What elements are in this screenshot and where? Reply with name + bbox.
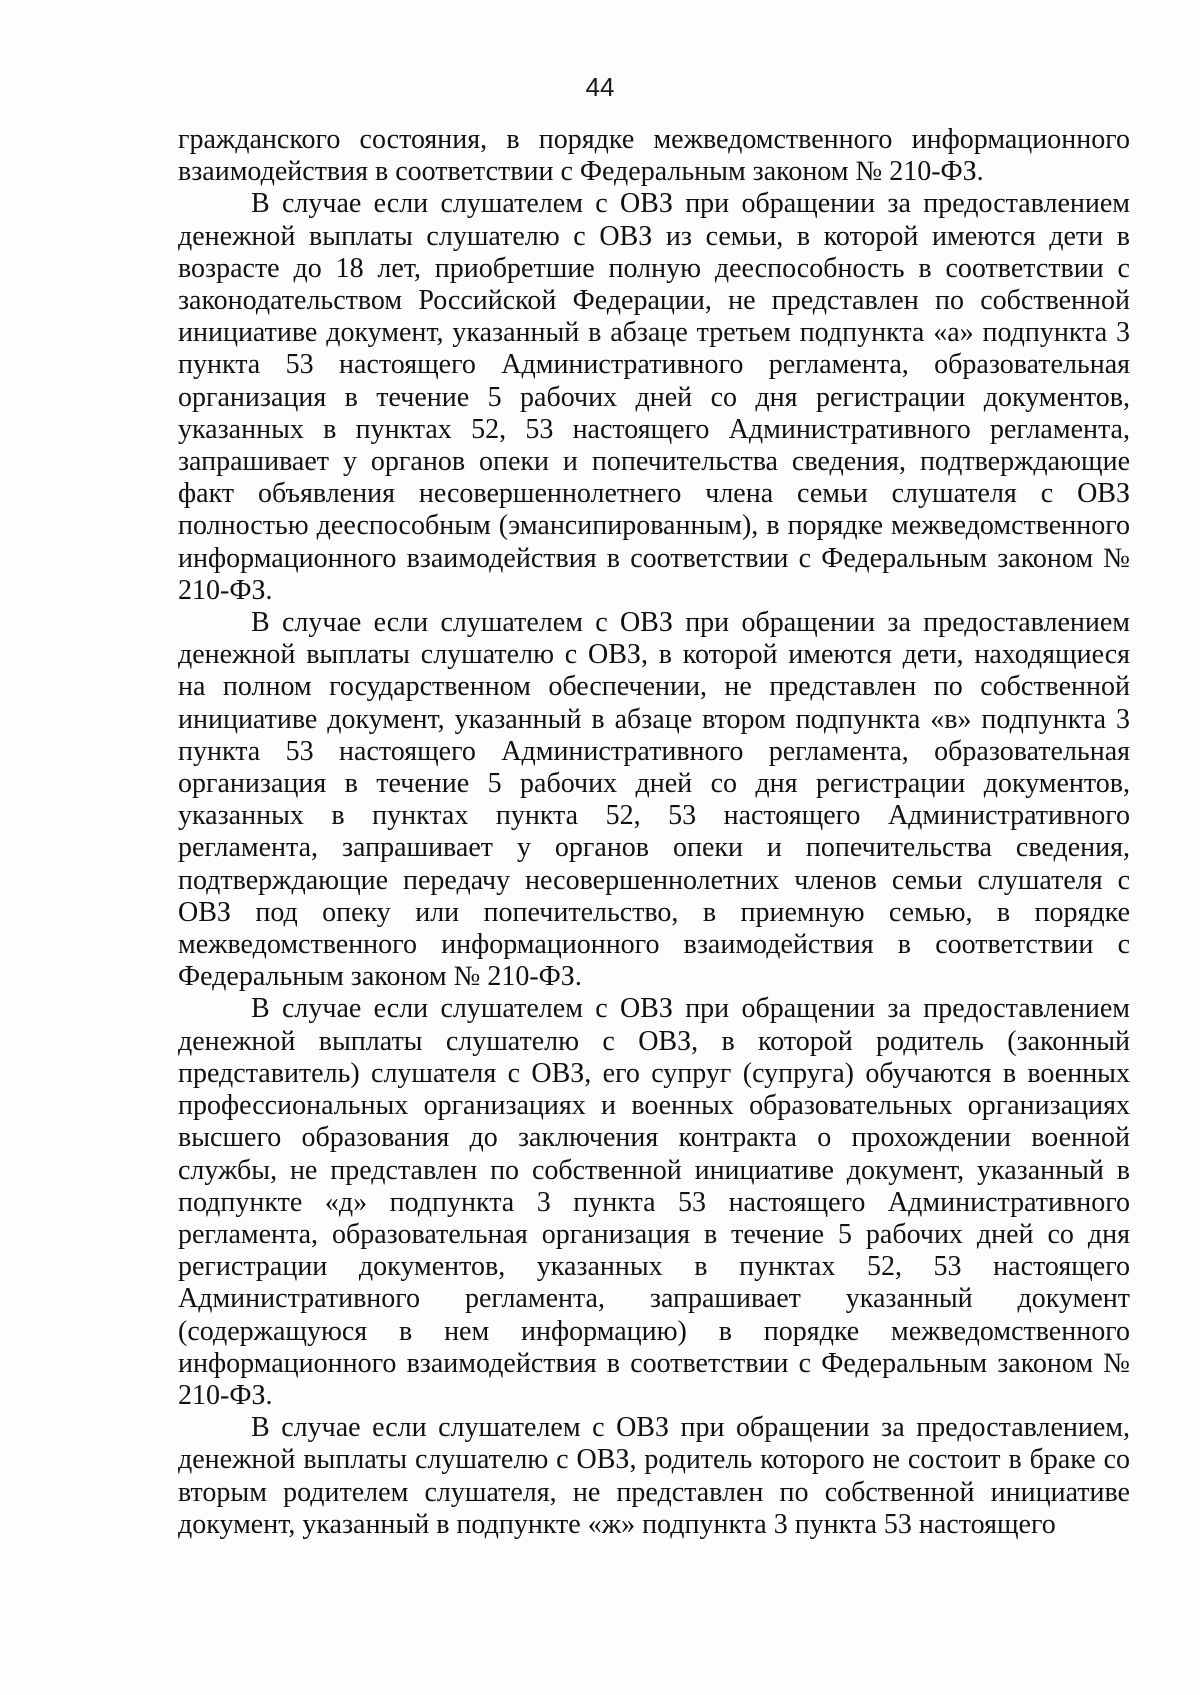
page-number: 44 <box>585 72 615 102</box>
paragraph-2: В случае если слушателем с ОВЗ при обращении за предоставлением денежной выплаты слушателю с ОВЗ из семьи, в которой имеются дети в возрасте до 18 лет, приобретшие полную дееспособность в соответствии с законодательством Российской Федерации, не представлен по собственной инициативе документ, указанный в абзаце третьем подпункта «а» подпункта 3 пункта 53 настоящего Административного регламента, образовательная организация в течение 5 рабочих дней со дня регистрации документов, указанных в пунктах 52, 53 настоящего Административного регламента, запрашивает у органов опеки и попечительства сведения, подтверждающие факт объявления несовершеннолетнего члена семьи слушателя с ОВЗ полностью дееспособным (эмансипированным), в порядке межведомственного информационного взаимодействия в соответствии с Федеральным законом № 210-ФЗ. <box>178 188 1130 606</box>
document-body <box>178 124 1130 1541</box>
paragraph-5: В случае если слушателем с ОВЗ при обращении за предоставлением, денежной выплаты слушателю с ОВЗ, родитель которого не состоит в браке со вторым родителем слушателя, не представлен по собственной инициативе документ, указанный в подпункте «ж» подпункта 3 пункта 53 настоящего <box>178 1412 1130 1540</box>
paragraph-4: В случае если слушателем с ОВЗ при обращении за предоставлением денежной выплаты слушателю с ОВЗ, в которой родитель (законный представитель) слушателя с ОВЗ, его супруг (супруга) обучаются в военных профессиональных организациях и военных образовательных организациях высшего образования до заключения контракта о прохождении военной службы, не представлен по собственной инициативе документ, указанный в подпункте «д» подпункта 3 пункта 53 настоящего Административного регламента, образовательная организация в течение 5 рабочих дней со дня регистрации документов, указанных в пунктах 52, 53 настоящего Административного регламента, запрашивает указанный документ (содержащуюся в нем информацию) в порядке межведомственного информационного взаимодействия в соответствии с Федеральным законом № 210-ФЗ. <box>178 993 1130 1411</box>
paragraph-3: В случае если слушателем с ОВЗ при обращении за предоставлением денежной выплаты слушателю с ОВЗ, в которой имеются дети, находящиеся на полном государственном обеспечении, не представлен по собственной инициативе документ, указанный в абзаце втором подпункта «в» подпункта 3 пункта 53 настоящего Административного регламента, образовательная организация в течение 5 рабочих дней со дня регистрации документов, указанных в пунктах пункта 52, 53 настоящего Административного регламента, запрашивает у органов опеки и попечительства сведения, подтверждающие передачу несовершеннолетних членов семьи слушателя с ОВЗ под опеку или попечительство, в приемную семью, в порядке межведомственного информационного взаимодействия в соответствии с Федеральным законом № 210-ФЗ. <box>178 607 1130 993</box>
paragraph-1: гражданского состояния, в порядке межведомственного информационного взаимодействия в соответствии с Федеральным законом № 210-ФЗ. <box>178 124 1130 188</box>
